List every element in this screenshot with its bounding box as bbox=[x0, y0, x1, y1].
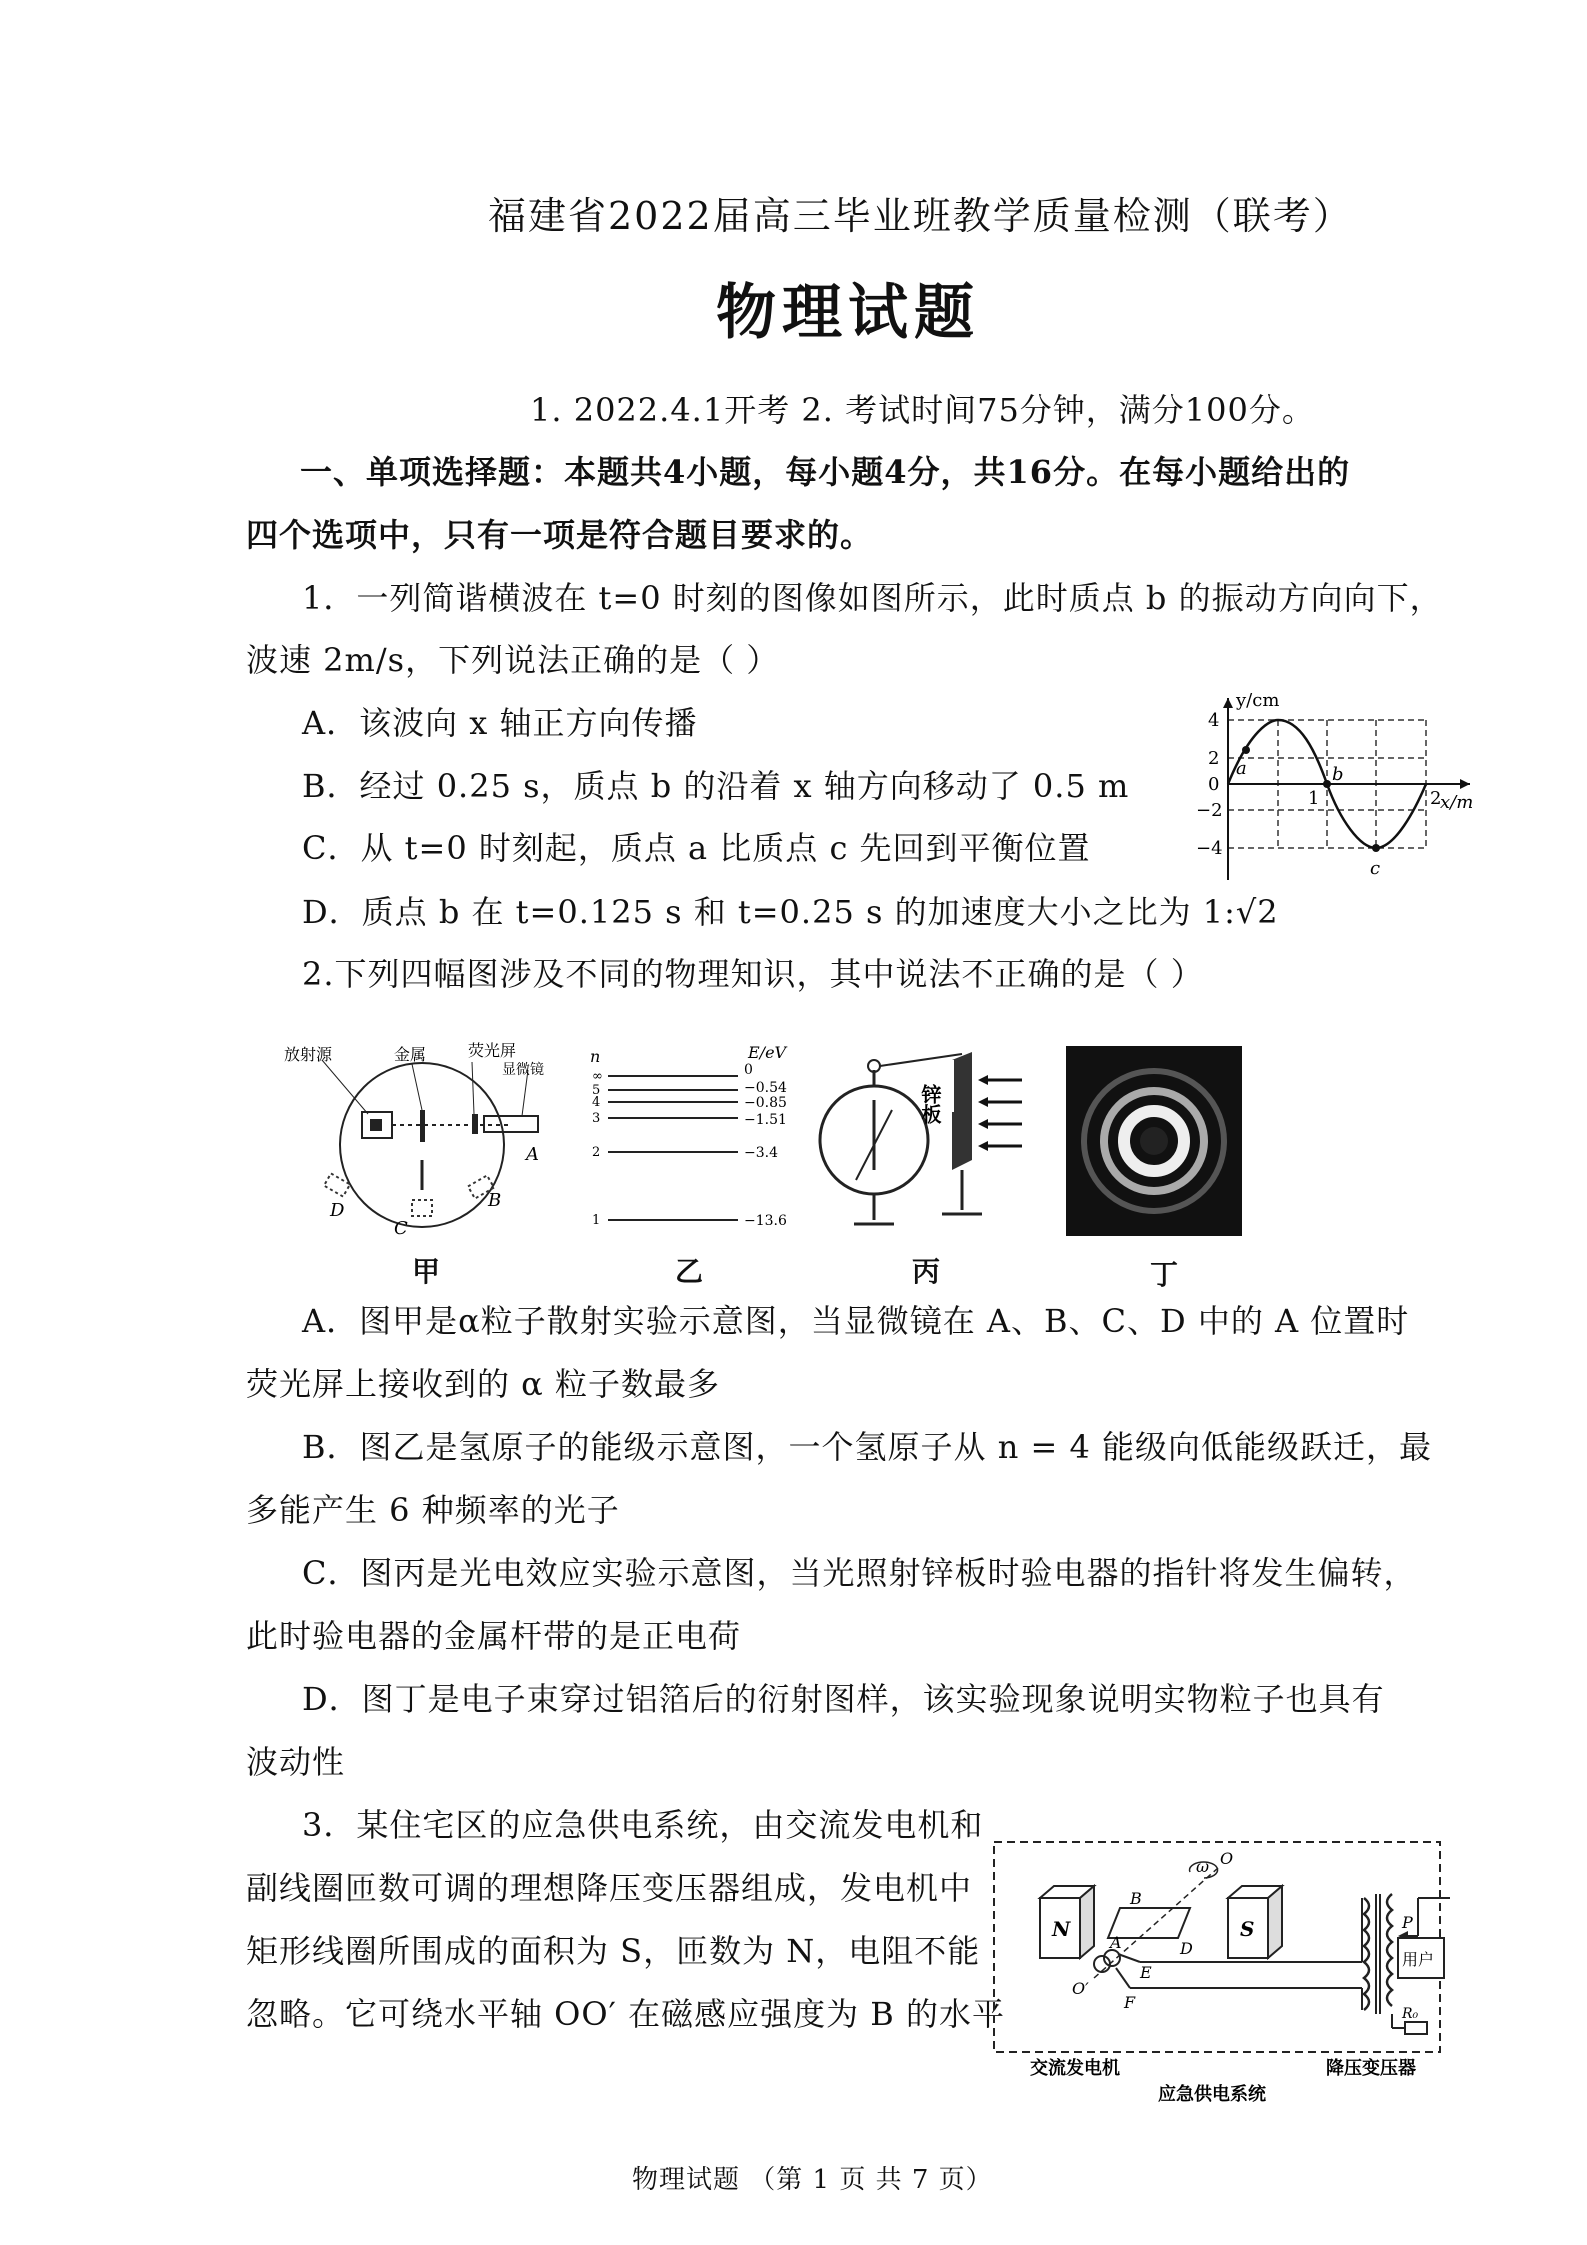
yi-level-n1: 1 bbox=[592, 1213, 601, 1228]
graph-y-label: y/cm bbox=[1236, 690, 1280, 711]
q3-emergency-power-figure bbox=[990, 1838, 1450, 2106]
yi-level-n-inf: ∞ bbox=[592, 1069, 603, 1084]
jia-caption: 甲 bbox=[412, 1255, 442, 1288]
q3-line1: 3．某住宅区的应急供电系统，由交流发电机和 bbox=[302, 1806, 984, 1844]
jia-label-a: A bbox=[526, 1144, 539, 1165]
q3-line4: 忽略。它可绕水平轴 OO′ 在磁感应强度为 B 的水平 bbox=[246, 1995, 1005, 2033]
graph-point-a: a bbox=[1236, 758, 1247, 779]
graph-ytick-4: 4 bbox=[1208, 710, 1220, 731]
q2-stem: 2.下列四幅图涉及不同的物理知识，其中说法不正确的是（ ） bbox=[302, 955, 1204, 993]
yi-level-e3: −1.51 bbox=[744, 1112, 787, 1128]
graph-point-b: b bbox=[1332, 764, 1344, 785]
yi-level-e4: −0.85 bbox=[744, 1095, 787, 1111]
q2-option-d-line1: D．图丁是电子束穿过铝箔后的衍射图样，该实验现象说明实物粒子也具有 bbox=[302, 1680, 1385, 1718]
q1-wave-graph bbox=[1190, 690, 1490, 890]
q1-option-c: C．从 t=0 时刻起，质点 a 比质点 c 先回到平衡位置 bbox=[302, 829, 1091, 867]
q2-option-d-line2: 波动性 bbox=[246, 1743, 346, 1781]
q1-stem-line2: 波速 2m/s，下列说法正确的是（ ） bbox=[246, 641, 780, 679]
jia-label-c: C bbox=[394, 1218, 408, 1239]
q2-fig-bing bbox=[812, 1040, 1042, 1240]
q3-label-n: N bbox=[1052, 1917, 1071, 1941]
q2-option-b-line1: B．图乙是氢原子的能级示意图，一个氢原子从 n = 4 能级向低能级跃迁，最 bbox=[302, 1428, 1432, 1466]
q1-option-b: B．经过 0.25 s，质点 b 的沿着 x 轴方向移动了 0.5 m bbox=[302, 767, 1130, 805]
q3-label-o: O bbox=[1220, 1849, 1234, 1868]
q3-label-omega: ω bbox=[1196, 1857, 1210, 1876]
graph-xtick-1: 1 bbox=[1308, 788, 1320, 809]
q1-stem-line1: 1．一列简谐横波在 t=0 时刻的图像如图所示，此时质点 b 的振动方向向下， bbox=[302, 579, 1443, 617]
q3-label-a: A bbox=[1110, 1933, 1122, 1952]
yi-level-n5: 5 bbox=[592, 1083, 601, 1098]
jia-label-foil: 金属 bbox=[394, 1045, 427, 1064]
yi-level-e-inf: 0 bbox=[744, 1062, 753, 1078]
q3-label-generator: 交流发电机 bbox=[1030, 2058, 1120, 2079]
q3-label-user: 用户 bbox=[1402, 1950, 1435, 1969]
graph-ytick-2: 2 bbox=[1208, 748, 1220, 769]
q1-option-a: A．该波向 x 轴正方向传播 bbox=[302, 704, 698, 742]
q2-option-a-line1: A．图甲是α粒子散射实验示意图，当显微镜在 A、B、C、D 中的 A 位置时 bbox=[302, 1302, 1410, 1340]
q3-label-transformer: 降压变压器 bbox=[1326, 2058, 1416, 2079]
jia-label-d: D bbox=[330, 1200, 345, 1221]
graph-xtick-2: 2 bbox=[1430, 788, 1442, 809]
q2-fig-ding bbox=[1066, 1046, 1242, 1236]
exam-subtitle: 福建省2022届高三毕业班教学质量检测（联考） bbox=[488, 194, 1353, 238]
yi-level-e5: −0.54 bbox=[744, 1080, 787, 1096]
q2-fig-jia bbox=[282, 1040, 552, 1240]
bing-plate-label: 锌板 bbox=[918, 1084, 942, 1124]
yi-caption: 乙 bbox=[675, 1255, 705, 1288]
section1-intro-line2: 四个选项中，只有一项是符合题目要求的。 bbox=[246, 516, 874, 554]
ding-caption: 丁 bbox=[1150, 1258, 1180, 1291]
q2-option-a-line2: 荧光屏上接收到的 α 粒子数最多 bbox=[246, 1365, 720, 1403]
graph-ytick-neg4: −4 bbox=[1196, 838, 1223, 859]
q3-line2: 副线圈匝数可调的理想降压变压器组成，发电机中 bbox=[246, 1869, 973, 1907]
q3-line3: 矩形线圈所围成的面积为 S，匝数为 N，电阻不能 bbox=[246, 1932, 981, 1970]
bing-caption: 丙 bbox=[912, 1255, 942, 1288]
jia-label-microscope: 显微镜 bbox=[502, 1062, 544, 1078]
yi-level-e1: −13.6 bbox=[744, 1213, 787, 1229]
yi-e-label: E/eV bbox=[748, 1043, 787, 1062]
yi-level-n4: 4 bbox=[592, 1095, 601, 1110]
q3-label-r0: R₀ bbox=[1402, 2006, 1419, 2022]
graph-ytick-0: 0 bbox=[1208, 774, 1220, 795]
yi-n-label: n bbox=[590, 1047, 601, 1066]
yi-level-e2: −3.4 bbox=[744, 1145, 778, 1161]
q2-option-c-line2: 此时验电器的金属杆带的是正电荷 bbox=[246, 1617, 742, 1655]
q3-label-b: B bbox=[1130, 1889, 1142, 1908]
q3-label-s: S bbox=[1240, 1917, 1255, 1941]
jia-label-b: B bbox=[488, 1190, 502, 1211]
exam-info: 1. 2022.4.1开考 2. 考试时间75分钟，满分100分。 bbox=[530, 391, 1315, 429]
q3-label-p: P bbox=[1402, 1913, 1413, 1932]
section1-intro-line1: 一、单项选择题：本题共4小题，每小题4分，共16分。在每小题给出的 bbox=[300, 453, 1351, 491]
page-footer: 物理试题 （第 1 页 共 7 页） bbox=[632, 2165, 993, 2195]
page-title: 物理试题 bbox=[716, 278, 980, 348]
jia-label-source: 放射源 bbox=[284, 1045, 333, 1064]
graph-point-c: c bbox=[1370, 858, 1381, 879]
yi-level-n3: 3 bbox=[592, 1111, 601, 1126]
q2-option-c-line1: C．图丙是光电效应实验示意图，当光照射锌板时验电器的指针将发生偏转， bbox=[302, 1554, 1417, 1592]
q3-label-e: E bbox=[1140, 1963, 1152, 1982]
q3-label-system: 应急供电系统 bbox=[1158, 2084, 1266, 2105]
q3-label-o-prime: O′ bbox=[1072, 1979, 1089, 1998]
q2-fig-yi bbox=[588, 1040, 808, 1240]
q3-label-d: D bbox=[1180, 1939, 1193, 1958]
graph-ytick-neg2: −2 bbox=[1196, 800, 1223, 821]
graph-x-label: x/m bbox=[1440, 792, 1474, 813]
q3-label-f: F bbox=[1124, 1993, 1136, 2012]
jia-label-screen: 荧光屏 bbox=[468, 1041, 517, 1060]
yi-level-n2: 2 bbox=[592, 1145, 601, 1160]
q2-option-b-line2: 多能产生 6 种频率的光子 bbox=[246, 1491, 620, 1529]
q1-option-d: D．质点 b 在 t=0.125 s 和 t=0.25 s 的加速度大小之比为 1:√2 bbox=[302, 893, 1279, 931]
